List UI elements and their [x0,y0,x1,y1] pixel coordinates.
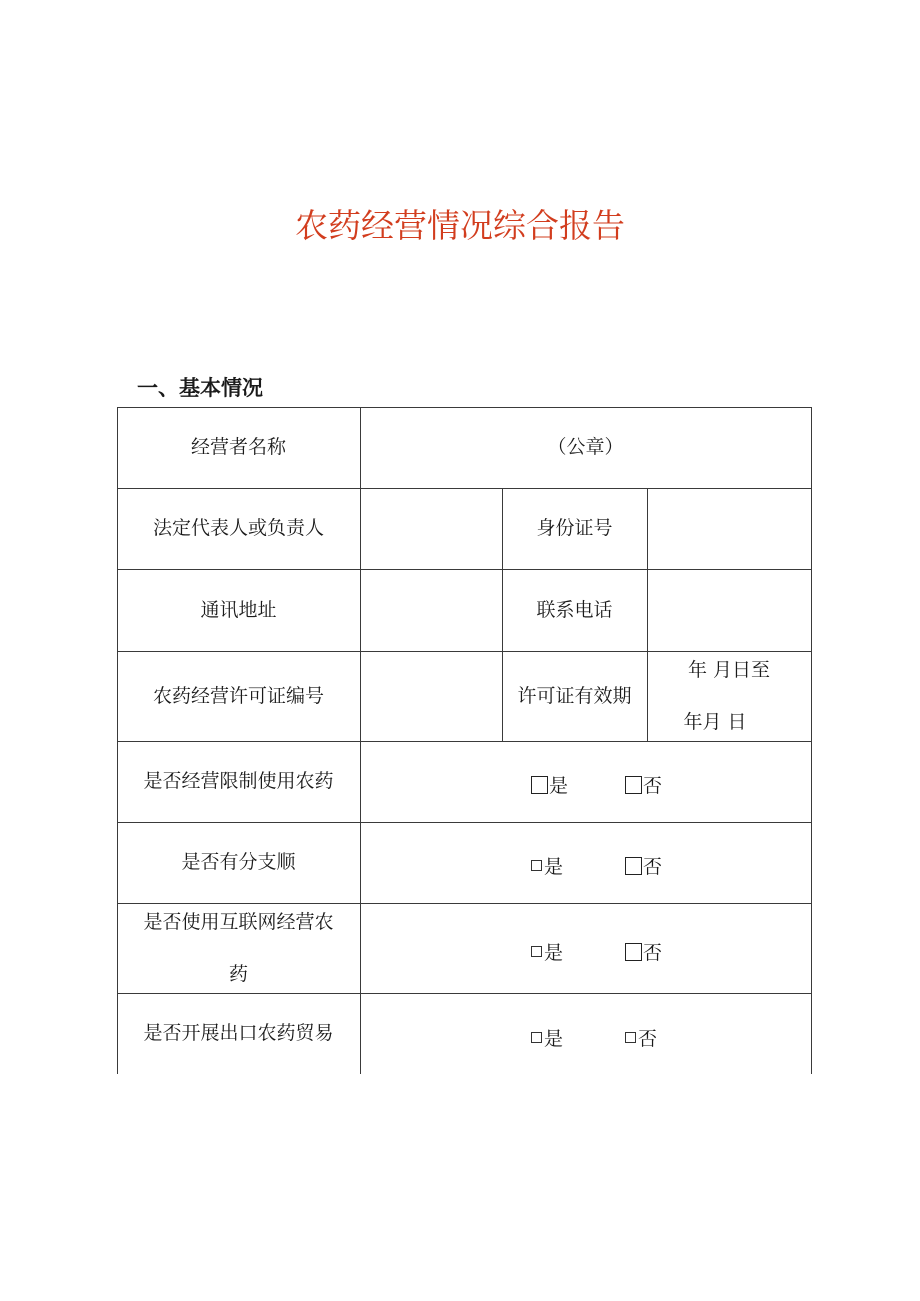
license-no-field[interactable] [360,651,502,741]
export-no-option[interactable] [625,1024,657,1051]
operator-name-label: 经营者名称 [190,436,286,459]
phone-label: 联系电话 [536,598,613,621]
seal-cell: （公章） [547,436,624,459]
license-validity-field[interactable] [647,651,811,741]
yes-label: 是 [549,775,569,797]
validity-line-1: 年 月日至 [687,659,771,681]
checkbox-icon [625,943,642,961]
checkbox-icon [625,857,642,875]
export-yes-option[interactable] [531,1024,563,1051]
restricted-no-option[interactable] [625,771,662,798]
internet-no-option[interactable] [625,938,662,965]
internet-label-line-1: 是否使用互联网经营农 [143,911,334,933]
yes-label: 是 [544,1028,564,1050]
document-title: 农药经营情况综合报告 [295,206,625,245]
checkbox-icon [625,1032,636,1043]
license-validity-label: 许可证有效期 [517,684,632,707]
checkbox-icon [531,776,548,794]
validity-line-2: 年月 日 [683,711,747,733]
no-label: 否 [643,775,663,797]
yes-label: 是 [544,942,564,964]
branch-no-option[interactable] [625,852,662,879]
restricted-pesticide-label: 是否经营限制使用农药 [143,770,334,793]
license-no-label: 农药经营许可证编号 [152,684,324,707]
id-number-label: 身份证号 [536,517,613,540]
branch-yes-option[interactable] [531,852,563,879]
internet-yes-option[interactable] [531,938,563,965]
checkbox-icon [531,1032,542,1043]
restricted-yes-option[interactable] [531,771,568,798]
phone-field[interactable] [647,569,811,651]
export-trade-label: 是否开展出口农药贸易 [143,1022,334,1045]
section-heading: 一、基本情况 [137,376,263,400]
yes-label: 是 [544,856,564,878]
address-label: 通讯地址 [200,598,277,621]
address-field[interactable] [360,569,502,651]
id-number-field[interactable] [647,488,811,569]
internet-label-line-2: 药 [228,963,248,985]
checkbox-icon [531,946,542,957]
internet-sales-label [117,903,360,993]
branch-label: 是否有分支顺 [181,851,296,874]
no-label: 否 [643,856,663,878]
checkbox-icon [625,776,642,794]
checkbox-icon [531,860,542,871]
legal-rep-label: 法定代表人或负责人 [152,517,324,540]
no-label: 否 [643,942,663,964]
no-label: 否 [638,1028,658,1050]
legal-rep-field[interactable] [360,488,502,569]
